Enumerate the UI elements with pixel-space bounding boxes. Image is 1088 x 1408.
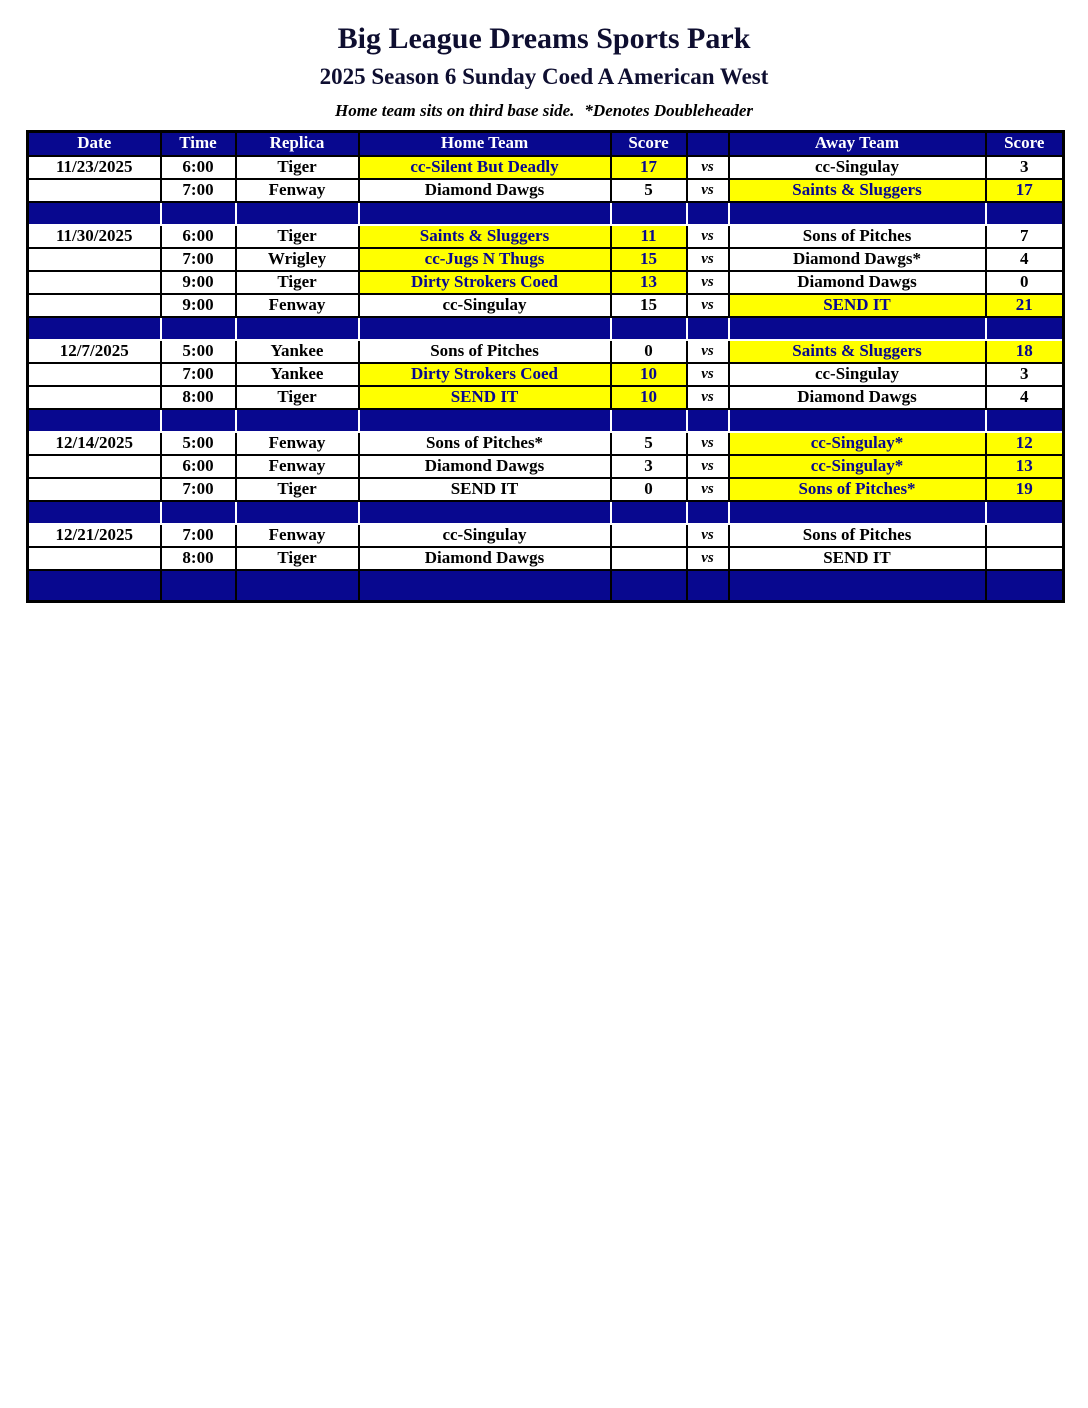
home-team-cell: SEND IT [359, 478, 611, 501]
replica-cell: Tiger [236, 225, 359, 248]
home-team-cell: Dirty Strokers Coed [359, 271, 611, 294]
away-score-cell: 4 [986, 386, 1064, 409]
vs-label: vs [687, 225, 729, 248]
away-team-cell: Diamond Dawgs [729, 271, 986, 294]
date-cell [28, 386, 161, 409]
game-row [28, 271, 1064, 294]
home-team-cell: Dirty Strokers Coed [359, 363, 611, 386]
replica-cell: Fenway [236, 179, 359, 202]
note-home-team: Home team sits on third base side. [334, 100, 575, 120]
home-team-cell: Sons of Pitches* [359, 432, 611, 455]
time-cell: 7:00 [161, 478, 236, 501]
date-cell: 12/21/2025 [28, 524, 161, 547]
game-row [28, 363, 1064, 386]
home-team-cell: cc-Singulay [359, 294, 611, 317]
replica-cell: Tiger [236, 156, 359, 179]
game-row [28, 248, 1064, 271]
home-team-cell: Saints & Sluggers [359, 225, 611, 248]
game-row [28, 386, 1064, 409]
date-cell [28, 248, 161, 271]
away-team-cell: SEND IT [729, 547, 986, 570]
game-row [28, 225, 1064, 248]
home-score-cell: 11 [611, 225, 687, 248]
replica-cell: Tiger [236, 271, 359, 294]
date-cell [28, 271, 161, 294]
vs-label: vs [687, 248, 729, 271]
time-cell: 8:00 [161, 547, 236, 570]
time-cell: 7:00 [161, 179, 236, 202]
home-score-cell: 17 [611, 156, 687, 179]
time-cell: 9:00 [161, 294, 236, 317]
time-cell: 7:00 [161, 363, 236, 386]
separator-row [28, 570, 1064, 602]
home-score-cell [611, 524, 687, 547]
separator-row [28, 317, 1064, 340]
column-header-home-team: Home Team [359, 131, 611, 156]
replica-cell: Tiger [236, 478, 359, 501]
separator-row [28, 202, 1064, 225]
time-cell: 6:00 [161, 455, 236, 478]
home-score-cell: 15 [611, 294, 687, 317]
date-cell [28, 455, 161, 478]
vs-label: vs [687, 271, 729, 294]
game-row [28, 156, 1064, 179]
replica-cell: Fenway [236, 524, 359, 547]
home-score-cell: 5 [611, 432, 687, 455]
time-cell: 7:00 [161, 248, 236, 271]
away-team-cell: Sons of Pitches* [729, 478, 986, 501]
vs-label: vs [687, 547, 729, 570]
schedule-note [0, 101, 1088, 121]
replica-cell: Fenway [236, 294, 359, 317]
document-header [0, 0, 1088, 121]
time-cell: 6:00 [161, 225, 236, 248]
time-cell: 6:00 [161, 156, 236, 179]
date-cell [28, 478, 161, 501]
away-team-cell: Saints & Sluggers [729, 179, 986, 202]
away-score-cell: 7 [986, 225, 1064, 248]
time-cell: 5:00 [161, 340, 236, 363]
home-score-cell: 10 [611, 363, 687, 386]
time-cell: 9:00 [161, 271, 236, 294]
away-team-cell: Saints & Sluggers [729, 340, 986, 363]
home-team-cell: cc-Singulay [359, 524, 611, 547]
away-team-cell: Sons of Pitches [729, 225, 986, 248]
away-score-cell: 19 [986, 478, 1064, 501]
time-cell: 7:00 [161, 524, 236, 547]
game-row [28, 524, 1064, 547]
game-row [28, 547, 1064, 570]
separator-row [28, 409, 1064, 432]
vs-label: vs [687, 455, 729, 478]
column-header-away-team: Away Team [729, 131, 986, 156]
away-team-cell: cc-Singulay* [729, 432, 986, 455]
replica-cell: Tiger [236, 547, 359, 570]
away-team-cell: SEND IT [729, 294, 986, 317]
vs-label: vs [687, 432, 729, 455]
replica-cell: Fenway [236, 455, 359, 478]
away-team-cell: Diamond Dawgs [729, 386, 986, 409]
time-cell: 8:00 [161, 386, 236, 409]
away-team-cell: cc-Singulay* [729, 455, 986, 478]
away-team-cell: Sons of Pitches [729, 524, 986, 547]
game-row [28, 455, 1064, 478]
game-row [28, 179, 1064, 202]
away-score-cell: 12 [986, 432, 1064, 455]
vs-label: vs [687, 524, 729, 547]
header-row [28, 131, 1064, 156]
date-cell: 12/14/2025 [28, 432, 161, 455]
column-header-vs [687, 131, 729, 156]
away-score-cell: 3 [986, 363, 1064, 386]
column-header-time: Time [161, 131, 236, 156]
page-subtitle: 2025 Season 6 Sunday Coed A American West [319, 63, 769, 89]
date-cell [28, 294, 161, 317]
away-team-cell: cc-Singulay [729, 363, 986, 386]
home-team-cell: Diamond Dawgs [359, 455, 611, 478]
replica-cell: Yankee [236, 340, 359, 363]
date-cell [28, 363, 161, 386]
date-cell [28, 547, 161, 570]
home-score-cell: 0 [611, 478, 687, 501]
separator-row [28, 501, 1064, 524]
replica-cell: Tiger [236, 386, 359, 409]
away-score-cell: 18 [986, 340, 1064, 363]
game-row [28, 340, 1064, 363]
home-team-cell: Diamond Dawgs [359, 179, 611, 202]
home-team-cell: cc-Silent But Deadly [359, 156, 611, 179]
column-header-away-score: Score [986, 131, 1064, 156]
vs-label: vs [687, 386, 729, 409]
away-score-cell: 4 [986, 248, 1064, 271]
away-score-cell: 13 [986, 455, 1064, 478]
date-cell: 11/30/2025 [28, 225, 161, 248]
column-header-date: Date [28, 131, 161, 156]
date-cell: 11/23/2025 [28, 156, 161, 179]
home-team-cell: Diamond Dawgs [359, 547, 611, 570]
replica-cell: Yankee [236, 363, 359, 386]
away-score-cell: 21 [986, 294, 1064, 317]
away-score-cell: 0 [986, 271, 1064, 294]
replica-cell: Wrigley [236, 248, 359, 271]
away-score-cell [986, 524, 1064, 547]
home-team-cell: Sons of Pitches [359, 340, 611, 363]
vs-label: vs [687, 363, 729, 386]
game-row [28, 294, 1064, 317]
vs-label: vs [687, 294, 729, 317]
page-title: Big League Dreams Sports Park [337, 22, 751, 55]
home-team-cell: cc-Jugs N Thugs [359, 248, 611, 271]
away-team-cell: cc-Singulay [729, 156, 986, 179]
time-cell: 5:00 [161, 432, 236, 455]
note-doubleheader: *Denotes Doubleheader [584, 100, 753, 120]
column-header-replica: Replica [236, 131, 359, 156]
column-header-home-score: Score [611, 131, 687, 156]
game-row [28, 432, 1064, 455]
date-cell: 12/7/2025 [28, 340, 161, 363]
schedule-table [26, 130, 1065, 603]
game-row [28, 478, 1064, 501]
home-score-cell: 15 [611, 248, 687, 271]
home-score-cell: 3 [611, 455, 687, 478]
vs-label: vs [687, 156, 729, 179]
away-score-cell [986, 547, 1064, 570]
date-cell [28, 179, 161, 202]
away-score-cell: 3 [986, 156, 1064, 179]
vs-label: vs [687, 340, 729, 363]
away-score-cell: 17 [986, 179, 1064, 202]
vs-label: vs [687, 179, 729, 202]
home-team-cell: SEND IT [359, 386, 611, 409]
away-team-cell: Diamond Dawgs* [729, 248, 986, 271]
home-score-cell: 10 [611, 386, 687, 409]
home-score-cell [611, 547, 687, 570]
replica-cell: Fenway [236, 432, 359, 455]
home-score-cell: 13 [611, 271, 687, 294]
vs-label: vs [687, 478, 729, 501]
home-score-cell: 5 [611, 179, 687, 202]
home-score-cell: 0 [611, 340, 687, 363]
